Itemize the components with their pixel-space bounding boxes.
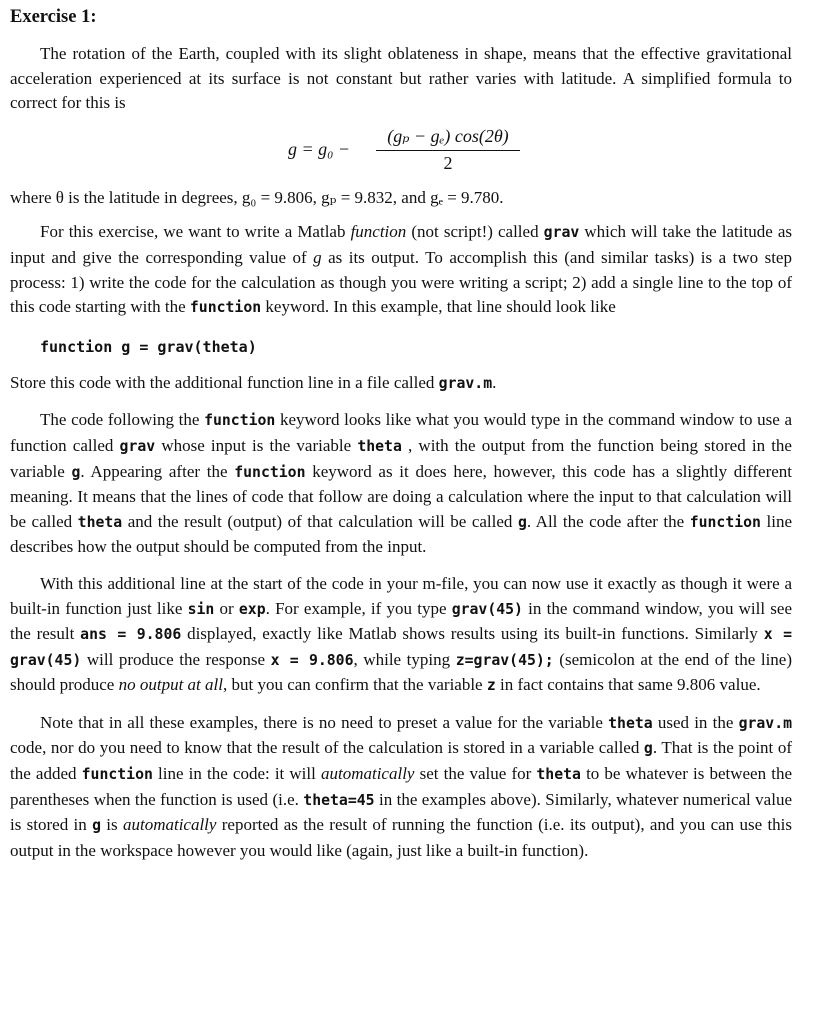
code-span: grav.m (738, 714, 793, 732)
where-line: where θ is the latitude in degrees, g₀ = 9.806, gₚ = 9.832, and gₑ = 9.780. (10, 187, 504, 207)
text-span: . That is the point of the added (10, 738, 792, 784)
function-explanation-paragraph (10, 408, 792, 560)
text-span: keyword looks like what you would type in the command window to use a function called (10, 410, 792, 455)
text-span: used in the (652, 712, 739, 732)
text-span: (semicolon at the end of the line) should produce (10, 649, 792, 695)
text-span: For this exercise, we want to write a Matlab (40, 222, 351, 242)
text-span: keyword. In this example, that line should look like (261, 297, 616, 317)
text-span: in the examples above). Similarly, whatever numerical value is stored in (10, 789, 792, 835)
text-span: displayed, exactly like Matlab shows results using its built-in functions. Similarly (181, 624, 764, 644)
code-span: grav (543, 224, 580, 242)
text-span: With this additional line at the start of the code in your m-file, you can now use it exactly as though it were a built-in function just like (10, 573, 792, 618)
gravity-formula (10, 126, 792, 176)
code-span: grav(45) (451, 600, 523, 618)
formula-denominator: 2 (443, 152, 453, 173)
text-span: which will take the latitude as input and give the corresponding value of (10, 222, 793, 267)
text-span: Note that in all these examples, there is no need to preset a value for the variable (40, 712, 609, 732)
emphasis-span: automatically (320, 764, 415, 784)
code-span: ans = 9.806 (80, 626, 182, 644)
text-span: . All the code after the (526, 511, 690, 531)
usage-paragraph (10, 572, 792, 699)
text-span: line describes how the output should be computed from the input. (10, 511, 792, 557)
code-span: theta (77, 513, 123, 531)
text-span: in the command window, you will see the result (10, 598, 793, 644)
text-span: . Appearing after the (80, 461, 235, 481)
code-span: exp (238, 600, 266, 618)
text-span: . For example, if you type (265, 598, 452, 618)
emphasis-span: automatically (122, 815, 217, 835)
text-span: whose input is the variable (155, 435, 358, 455)
task-paragraph (10, 220, 792, 320)
emphasis-span: no output at all (118, 675, 223, 695)
code-span: grav (119, 437, 156, 455)
text-span: line in the code: it will (152, 764, 321, 784)
code-span: sin (187, 600, 215, 618)
text-span: to be whatever is between the parentheses when the function is used (i.e. (10, 764, 793, 809)
text-span: . (492, 372, 497, 392)
code-span: g (643, 740, 653, 758)
formula-lhs: g = g₀ − (288, 138, 351, 159)
emphasis-span: function (350, 222, 407, 242)
text-span: or (214, 598, 239, 618)
code-span: g (517, 513, 527, 531)
text-span: reported as the result of running the function (i.e. its output), and you can use this output in the workspace however you would like (again, just like a built-in function). (10, 815, 793, 860)
text-span: and the result (output) of that calculation will be called (122, 511, 518, 531)
code-span: grav.m (438, 374, 493, 392)
code-span: x = 9.806 (270, 651, 354, 669)
text-span: , but you can confirm that the variable (222, 675, 487, 695)
store-instruction (10, 371, 792, 397)
note-paragraph (10, 711, 792, 864)
text-span: in fact contains that same 9.806 value. (495, 675, 761, 695)
text-span: , with the output from the function being stored in the variable (10, 435, 792, 481)
text-span: Store this code with the additional function line in a file called (10, 372, 439, 392)
code-span: x = grav(45) (10, 626, 792, 669)
code-span: theta (608, 714, 653, 732)
code-span: function (81, 766, 153, 784)
text-span: code, nor do you need to know that the result of the calculation is stored in a variable called (10, 738, 644, 758)
text-span: keyword as it does here, however, this code has a slightly different meaning. It means that the lines of code that follow are doing a calculation where the input to that calculation will be called (10, 461, 793, 531)
code-span: g (92, 817, 101, 835)
code-span: function (204, 412, 276, 430)
text-span: (not script!) called (406, 222, 544, 242)
text-span: The code following the (40, 410, 205, 430)
formula-fraction (376, 126, 520, 174)
text-span: will produce the response (81, 649, 271, 669)
code-span: theta=45 (303, 791, 375, 809)
exercise-title: Exercise 1: (10, 7, 97, 27)
document-page (10, 0, 792, 863)
code-span: function (234, 463, 306, 481)
formula-numerator: (gₚ − gₑ) cos(2θ) (376, 126, 520, 151)
code-span: function (189, 299, 262, 317)
intro-paragraph: The rotation of the Earth, coupled with its slight oblateness in shape, means that the effective gravitational acceleration experienced at its surface is not constant but rather varies with latitude. A simplified formula to correct for this is (10, 44, 792, 113)
text-span: , while typing (353, 649, 456, 669)
code-span: z (486, 677, 496, 695)
code-span: theta (357, 437, 402, 455)
code-span: z=grav(45); (455, 651, 554, 669)
function-code-line: function g = grav(theta) (40, 337, 257, 356)
code-span: function (689, 513, 761, 531)
text-span: as its output. To accomplish this (and similar tasks) is a two step process: 1) write the code for the calculation as though you were writing a script; 2) add a single line to the top of this code starting with the (10, 247, 792, 317)
text-span: set the value for (414, 764, 537, 784)
code-span: g (71, 463, 81, 481)
code-span: theta (536, 766, 581, 784)
text-span: is (100, 815, 123, 835)
math-variable: g (313, 247, 322, 267)
